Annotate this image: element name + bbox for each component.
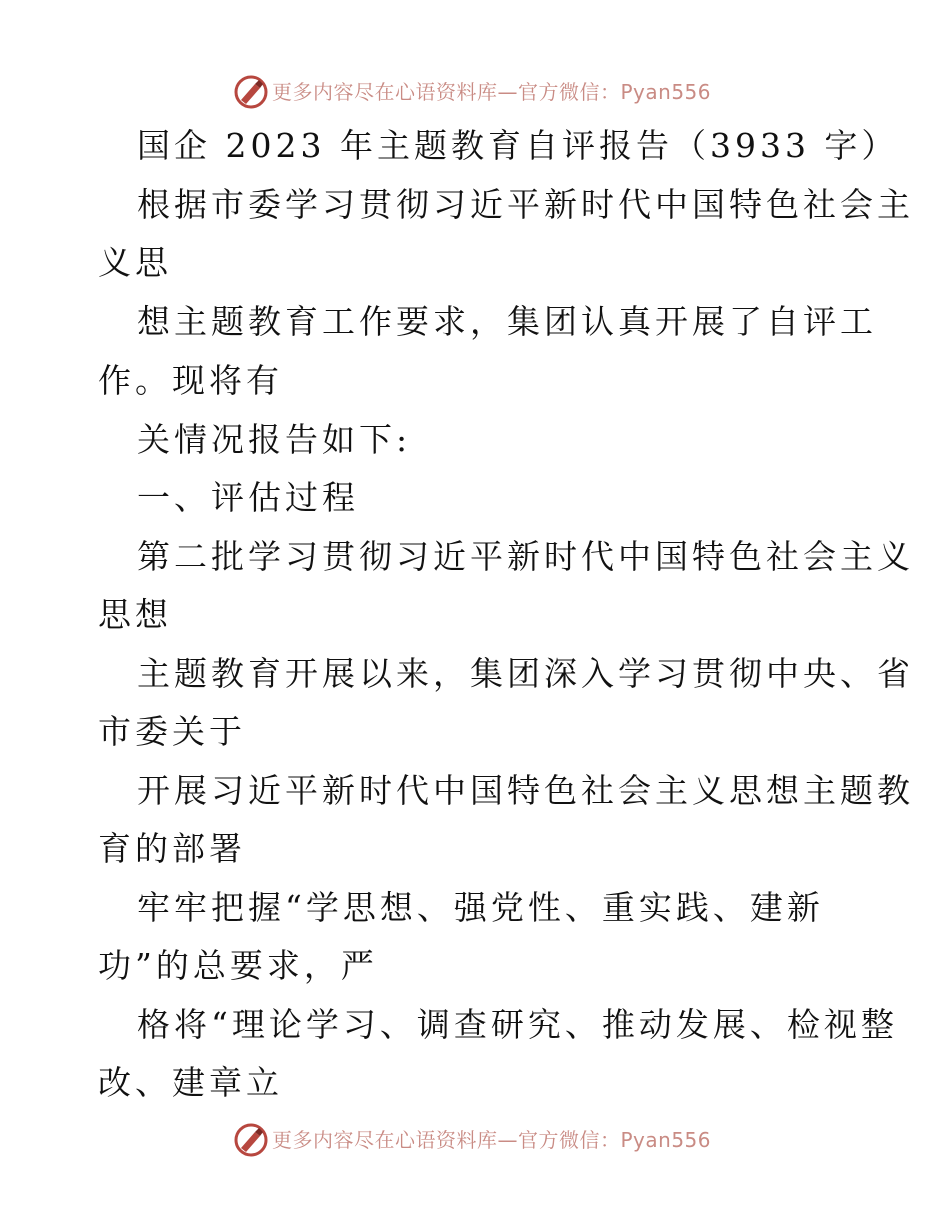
- document-title: 国企 2023 年主题教育自评报告（3933 字）: [137, 126, 899, 165]
- paragraph-line: 第二批学习贯彻习近平新时代中国特色社会主义: [137, 537, 914, 576]
- paragraph-line: 功”的总要求，严: [98, 946, 378, 985]
- paragraph-line: 想主题教育工作要求，集团认真开展了自评工: [137, 302, 877, 341]
- paragraph-line: 根据市委学习贯彻习近平新时代中国特色社会主: [137, 185, 914, 224]
- paragraph-line: 义思: [98, 243, 172, 282]
- paragraph-line: 开展习近平新时代中国特色社会主义思想主题教: [137, 771, 914, 810]
- paragraph-line: 牢牢把握“学思想、强党性、重实践、建新: [137, 888, 824, 927]
- section-heading: 一、评估过程: [137, 478, 359, 517]
- watermark-text: 更多内容尽在心语资料库—官方微信：Pyan556: [272, 80, 712, 104]
- watermark-logo-icon: [233, 1122, 269, 1158]
- paragraph-line: 改、建章立: [98, 1063, 283, 1102]
- paragraph-line: 市委关于: [98, 712, 246, 751]
- paragraph-line: 关情况报告如下:: [137, 420, 412, 459]
- paragraph-line: 主题教育开展以来，集团深入学习贯彻中央、省: [137, 654, 914, 693]
- watermark-text: 更多内容尽在心语资料库—官方微信：Pyan556: [272, 1128, 712, 1152]
- paragraph-line: 育的部署: [98, 829, 246, 868]
- footer-watermark: [0, 1120, 950, 1160]
- header-watermark: [0, 72, 950, 112]
- watermark-logo-icon: [233, 74, 269, 110]
- paragraph-line: 作。现将有: [98, 361, 283, 400]
- paragraph-line: 思想: [98, 595, 172, 634]
- paragraph-line: 格将“理论学习、调查研究、推动发展、检视整: [137, 1005, 898, 1044]
